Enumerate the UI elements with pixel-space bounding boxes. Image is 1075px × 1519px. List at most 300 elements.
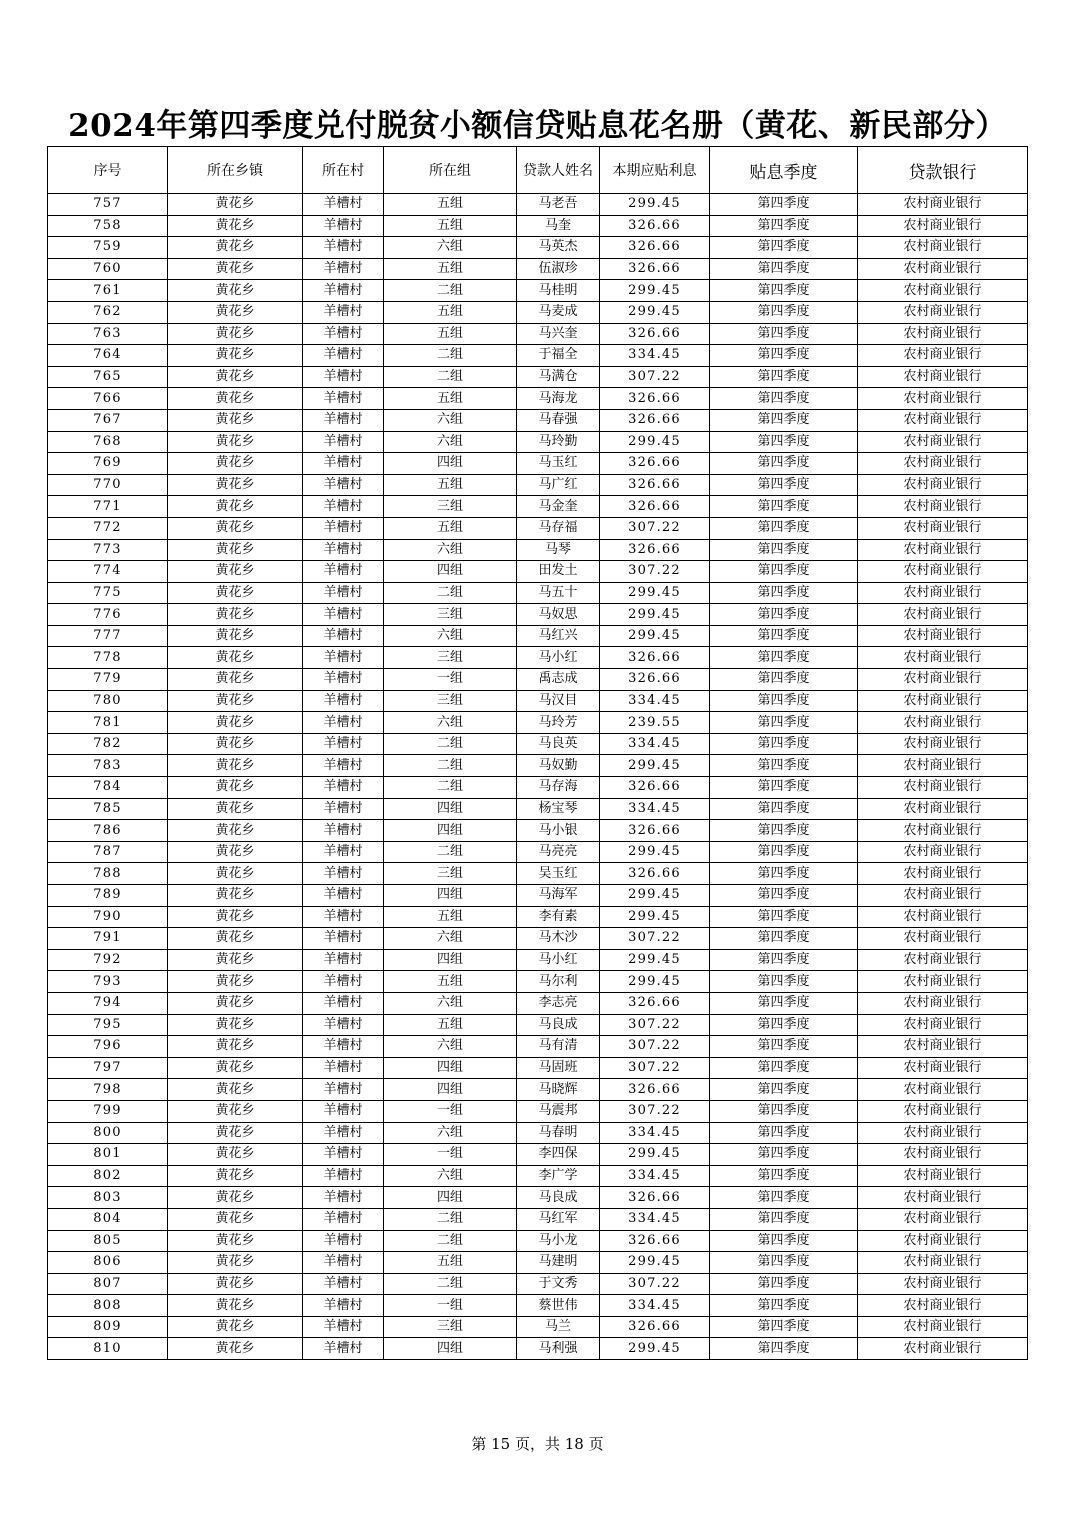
quarter-cell: 第四季度 — [710, 258, 858, 280]
quarter-cell: 第四季度 — [710, 841, 858, 863]
page-footer: 第 15 页，共 18 页 — [471, 1435, 604, 1453]
table-row — [48, 582, 1028, 604]
village-cell: 羊槽村 — [303, 1100, 384, 1122]
group-cell: 四组 — [384, 885, 517, 907]
borrower-name-cell: 马玲芳 — [517, 712, 600, 734]
table-row — [48, 906, 1028, 928]
group-cell: 五组 — [384, 323, 517, 345]
interest-cell: 299.45 — [600, 431, 710, 453]
village-cell: 羊槽村 — [303, 604, 384, 626]
page-title: 2024年第四季度兑付脱贫小额信贷贴息花名册（黄花、新民部分） — [68, 108, 1007, 144]
interest-cell: 326.66 — [600, 496, 710, 518]
serial-cell: 809 — [48, 1316, 168, 1338]
serial-cell: 771 — [48, 496, 168, 518]
serial-cell: 790 — [48, 906, 168, 928]
table-row — [48, 928, 1028, 950]
serial-cell: 810 — [48, 1338, 168, 1360]
interest-cell: 307.22 — [600, 366, 710, 388]
group-cell: 六组 — [384, 625, 517, 647]
borrower-name-cell: 马固班 — [517, 1057, 600, 1079]
quarter-cell: 第四季度 — [710, 1338, 858, 1360]
table-row — [48, 971, 1028, 993]
interest-cell: 299.45 — [600, 841, 710, 863]
quarter-cell: 第四季度 — [710, 1187, 858, 1209]
borrower-name-cell: 马利强 — [517, 1338, 600, 1360]
group-cell: 二组 — [384, 733, 517, 755]
quarter-cell: 第四季度 — [710, 928, 858, 950]
group-cell: 二组 — [384, 582, 517, 604]
interest-cell: 299.45 — [600, 755, 710, 777]
group-cell: 一组 — [384, 1144, 517, 1166]
quarter-cell: 第四季度 — [710, 323, 858, 345]
quarter-cell: 第四季度 — [710, 496, 858, 518]
bank-cell: 农村商业银行 — [858, 777, 1028, 799]
quarter-cell: 第四季度 — [710, 1273, 858, 1295]
serial-cell: 808 — [48, 1295, 168, 1317]
township-cell: 黄花乡 — [168, 301, 303, 323]
serial-cell: 795 — [48, 1014, 168, 1036]
group-cell: 六组 — [384, 409, 517, 431]
quarter-cell: 第四季度 — [710, 1230, 858, 1252]
village-cell: 羊槽村 — [303, 863, 384, 885]
serial-cell: 776 — [48, 604, 168, 626]
borrower-name-cell: 马五十 — [517, 582, 600, 604]
table-row — [48, 885, 1028, 907]
bank-cell: 农村商业银行 — [858, 539, 1028, 561]
bank-cell: 农村商业银行 — [858, 1122, 1028, 1144]
table-row — [48, 1165, 1028, 1187]
quarter-cell: 第四季度 — [710, 1122, 858, 1144]
quarter-cell: 第四季度 — [710, 280, 858, 302]
serial-cell: 787 — [48, 841, 168, 863]
village-cell: 羊槽村 — [303, 669, 384, 691]
township-cell: 黄花乡 — [168, 539, 303, 561]
township-cell: 黄花乡 — [168, 280, 303, 302]
village-cell: 羊槽村 — [303, 323, 384, 345]
bank-cell: 农村商业银行 — [858, 604, 1028, 626]
borrower-name-cell: 伍淑珍 — [517, 258, 600, 280]
village-cell: 羊槽村 — [303, 885, 384, 907]
borrower-name-cell: 马良英 — [517, 733, 600, 755]
bank-cell: 农村商业银行 — [858, 215, 1028, 237]
serial-cell: 782 — [48, 733, 168, 755]
township-cell: 黄花乡 — [168, 1122, 303, 1144]
township-cell: 黄花乡 — [168, 453, 303, 475]
township-cell: 黄花乡 — [168, 561, 303, 583]
township-cell: 黄花乡 — [168, 777, 303, 799]
bank-cell: 农村商业银行 — [858, 301, 1028, 323]
group-cell: 三组 — [384, 690, 517, 712]
serial-cell: 770 — [48, 474, 168, 496]
borrower-name-cell: 马奴勤 — [517, 755, 600, 777]
interest-cell: 326.66 — [600, 820, 710, 842]
township-cell: 黄花乡 — [168, 517, 303, 539]
serial-cell: 768 — [48, 431, 168, 453]
village-cell: 羊槽村 — [303, 1165, 384, 1187]
village-cell: 羊槽村 — [303, 582, 384, 604]
bank-cell: 农村商业银行 — [858, 820, 1028, 842]
table-row — [48, 647, 1028, 669]
serial-cell: 763 — [48, 323, 168, 345]
borrower-name-cell: 马金奎 — [517, 496, 600, 518]
group-cell: 五组 — [384, 301, 517, 323]
bank-cell: 农村商业银行 — [858, 517, 1028, 539]
group-cell: 一组 — [384, 1100, 517, 1122]
borrower-name-cell: 马存海 — [517, 777, 600, 799]
bank-cell: 农村商业银行 — [858, 582, 1028, 604]
col-header-interest: 本期应贴利息 — [600, 147, 710, 194]
serial-cell: 788 — [48, 863, 168, 885]
bank-cell: 农村商业银行 — [858, 1230, 1028, 1252]
quarter-cell: 第四季度 — [710, 539, 858, 561]
table-row — [48, 1057, 1028, 1079]
bank-cell: 农村商业银行 — [858, 258, 1028, 280]
borrower-name-cell: 马红军 — [517, 1208, 600, 1230]
village-cell: 羊槽村 — [303, 517, 384, 539]
bank-cell: 农村商业银行 — [858, 733, 1028, 755]
village-cell: 羊槽村 — [303, 1316, 384, 1338]
bank-cell: 农村商业银行 — [858, 755, 1028, 777]
quarter-cell: 第四季度 — [710, 712, 858, 734]
quarter-cell: 第四季度 — [710, 388, 858, 410]
interest-cell: 299.45 — [600, 280, 710, 302]
table-row — [48, 1273, 1028, 1295]
interest-cell: 334.45 — [600, 1295, 710, 1317]
township-cell: 黄花乡 — [168, 474, 303, 496]
quarter-cell: 第四季度 — [710, 690, 858, 712]
serial-cell: 781 — [48, 712, 168, 734]
table-row — [48, 625, 1028, 647]
village-cell: 羊槽村 — [303, 539, 384, 561]
serial-cell: 775 — [48, 582, 168, 604]
township-cell: 黄花乡 — [168, 1316, 303, 1338]
serial-cell: 797 — [48, 1057, 168, 1079]
serial-cell: 801 — [48, 1144, 168, 1166]
borrower-name-cell: 李志亮 — [517, 992, 600, 1014]
borrower-name-cell: 马尔利 — [517, 971, 600, 993]
group-cell: 五组 — [384, 1014, 517, 1036]
interest-cell: 299.45 — [600, 301, 710, 323]
interest-cell: 326.66 — [600, 258, 710, 280]
serial-cell: 773 — [48, 539, 168, 561]
township-cell: 黄花乡 — [168, 841, 303, 863]
quarter-cell: 第四季度 — [710, 517, 858, 539]
bank-cell: 农村商业银行 — [858, 431, 1028, 453]
bank-cell: 农村商业银行 — [858, 928, 1028, 950]
group-cell: 二组 — [384, 1230, 517, 1252]
serial-cell: 762 — [48, 301, 168, 323]
group-cell: 六组 — [384, 1122, 517, 1144]
borrower-name-cell: 马木沙 — [517, 928, 600, 950]
borrower-name-cell: 于文秀 — [517, 1273, 600, 1295]
village-cell: 羊槽村 — [303, 625, 384, 647]
group-cell: 四组 — [384, 1187, 517, 1209]
borrower-name-cell: 马存福 — [517, 517, 600, 539]
village-cell: 羊槽村 — [303, 280, 384, 302]
interest-cell: 307.22 — [600, 517, 710, 539]
township-cell: 黄花乡 — [168, 669, 303, 691]
interest-cell: 326.66 — [600, 1187, 710, 1209]
village-cell: 羊槽村 — [303, 992, 384, 1014]
group-cell: 二组 — [384, 1273, 517, 1295]
interest-cell: 326.66 — [600, 409, 710, 431]
col-header-township: 所在乡镇 — [168, 147, 303, 194]
quarter-cell: 第四季度 — [710, 1036, 858, 1058]
interest-cell: 307.22 — [600, 928, 710, 950]
group-cell: 三组 — [384, 647, 517, 669]
interest-cell: 239.55 — [600, 712, 710, 734]
table-row — [48, 841, 1028, 863]
bank-cell: 农村商业银行 — [858, 409, 1028, 431]
township-cell: 黄花乡 — [168, 647, 303, 669]
group-cell: 六组 — [384, 928, 517, 950]
interest-cell: 334.45 — [600, 798, 710, 820]
quarter-cell: 第四季度 — [710, 885, 858, 907]
interest-cell: 299.45 — [600, 1338, 710, 1360]
interest-cell: 307.22 — [600, 561, 710, 583]
table-row — [48, 992, 1028, 1014]
borrower-name-cell: 马震邦 — [517, 1100, 600, 1122]
township-cell: 黄花乡 — [168, 604, 303, 626]
village-cell: 羊槽村 — [303, 1187, 384, 1209]
village-cell: 羊槽村 — [303, 733, 384, 755]
quarter-cell: 第四季度 — [710, 301, 858, 323]
group-cell: 四组 — [384, 1079, 517, 1101]
township-cell: 黄花乡 — [168, 1252, 303, 1274]
borrower-name-cell: 李广学 — [517, 1165, 600, 1187]
village-cell: 羊槽村 — [303, 949, 384, 971]
group-cell: 三组 — [384, 604, 517, 626]
interest-cell: 307.22 — [600, 1014, 710, 1036]
interest-cell: 326.66 — [600, 474, 710, 496]
township-cell: 黄花乡 — [168, 971, 303, 993]
bank-cell: 农村商业银行 — [858, 712, 1028, 734]
group-cell: 六组 — [384, 237, 517, 259]
interest-cell: 299.45 — [600, 906, 710, 928]
group-cell: 五组 — [384, 474, 517, 496]
group-cell: 四组 — [384, 453, 517, 475]
interest-cell: 326.66 — [600, 215, 710, 237]
serial-cell: 783 — [48, 755, 168, 777]
township-cell: 黄花乡 — [168, 733, 303, 755]
table-row — [48, 301, 1028, 323]
bank-cell: 农村商业银行 — [858, 669, 1028, 691]
bank-cell: 农村商业银行 — [858, 841, 1028, 863]
borrower-name-cell: 李四保 — [517, 1144, 600, 1166]
quarter-cell: 第四季度 — [710, 906, 858, 928]
table-row — [48, 777, 1028, 799]
township-cell: 黄花乡 — [168, 345, 303, 367]
quarter-cell: 第四季度 — [710, 1165, 858, 1187]
bank-cell: 农村商业银行 — [858, 1165, 1028, 1187]
bank-cell: 农村商业银行 — [858, 690, 1028, 712]
group-cell: 五组 — [384, 906, 517, 928]
group-cell: 五组 — [384, 1252, 517, 1274]
township-cell: 黄花乡 — [168, 237, 303, 259]
table-row — [48, 323, 1028, 345]
village-cell: 羊槽村 — [303, 366, 384, 388]
serial-cell: 804 — [48, 1208, 168, 1230]
borrower-name-cell: 马春强 — [517, 409, 600, 431]
village-cell: 羊槽村 — [303, 388, 384, 410]
borrower-name-cell: 马玉红 — [517, 453, 600, 475]
borrower-name-cell: 马奴思 — [517, 604, 600, 626]
group-cell: 六组 — [384, 1036, 517, 1058]
interest-cell: 299.45 — [600, 625, 710, 647]
borrower-name-cell: 马玲勤 — [517, 431, 600, 453]
quarter-cell: 第四季度 — [710, 798, 858, 820]
quarter-cell: 第四季度 — [710, 431, 858, 453]
village-cell: 羊槽村 — [303, 712, 384, 734]
village-cell: 羊槽村 — [303, 1295, 384, 1317]
table-row — [48, 1208, 1028, 1230]
quarter-cell: 第四季度 — [710, 1316, 858, 1338]
bank-cell: 农村商业银行 — [858, 647, 1028, 669]
bank-cell: 农村商业银行 — [858, 625, 1028, 647]
borrower-name-cell: 杨宝琴 — [517, 798, 600, 820]
group-cell: 五组 — [384, 388, 517, 410]
township-cell: 黄花乡 — [168, 1165, 303, 1187]
serial-cell: 805 — [48, 1230, 168, 1252]
serial-cell: 803 — [48, 1187, 168, 1209]
serial-cell: 772 — [48, 517, 168, 539]
quarter-cell: 第四季度 — [710, 366, 858, 388]
quarter-cell: 第四季度 — [710, 604, 858, 626]
quarter-cell: 第四季度 — [710, 625, 858, 647]
quarter-cell: 第四季度 — [710, 237, 858, 259]
serial-cell: 807 — [48, 1273, 168, 1295]
group-cell: 二组 — [384, 366, 517, 388]
group-cell: 六组 — [384, 712, 517, 734]
borrower-name-cell: 马红兴 — [517, 625, 600, 647]
table-row — [48, 1014, 1028, 1036]
table-row — [48, 453, 1028, 475]
table-row — [48, 1316, 1028, 1338]
bank-cell: 农村商业银行 — [858, 1100, 1028, 1122]
interest-cell: 334.45 — [600, 345, 710, 367]
group-cell: 四组 — [384, 798, 517, 820]
group-cell: 六组 — [384, 992, 517, 1014]
township-cell: 黄花乡 — [168, 1338, 303, 1360]
col-header-serial: 序号 — [48, 147, 168, 194]
borrower-name-cell: 马良成 — [517, 1014, 600, 1036]
village-cell: 羊槽村 — [303, 777, 384, 799]
table-row — [48, 1295, 1028, 1317]
interest-cell: 326.66 — [600, 1230, 710, 1252]
village-cell: 羊槽村 — [303, 755, 384, 777]
serial-cell: 791 — [48, 928, 168, 950]
quarter-cell: 第四季度 — [710, 1252, 858, 1274]
serial-cell: 774 — [48, 561, 168, 583]
col-header-village: 所在村 — [303, 147, 384, 194]
group-cell: 四组 — [384, 949, 517, 971]
village-cell: 羊槽村 — [303, 1252, 384, 1274]
borrower-name-cell: 李有素 — [517, 906, 600, 928]
bank-cell: 农村商业银行 — [858, 1208, 1028, 1230]
interest-cell: 326.66 — [600, 992, 710, 1014]
village-cell: 羊槽村 — [303, 1122, 384, 1144]
serial-cell: 794 — [48, 992, 168, 1014]
table-row — [48, 215, 1028, 237]
serial-cell: 766 — [48, 388, 168, 410]
borrower-name-cell: 马海军 — [517, 885, 600, 907]
serial-cell: 792 — [48, 949, 168, 971]
village-cell: 羊槽村 — [303, 971, 384, 993]
borrower-name-cell: 马小银 — [517, 820, 600, 842]
borrower-name-cell: 马琴 — [517, 539, 600, 561]
quarter-cell: 第四季度 — [710, 1208, 858, 1230]
quarter-cell: 第四季度 — [710, 345, 858, 367]
village-cell: 羊槽村 — [303, 237, 384, 259]
bank-cell: 农村商业银行 — [858, 345, 1028, 367]
group-cell: 二组 — [384, 777, 517, 799]
township-cell: 黄花乡 — [168, 194, 303, 216]
bank-cell: 农村商业银行 — [858, 1252, 1028, 1274]
township-cell: 黄花乡 — [168, 323, 303, 345]
village-cell: 羊槽村 — [303, 906, 384, 928]
table-row — [48, 388, 1028, 410]
borrower-name-cell: 马汉目 — [517, 690, 600, 712]
village-cell: 羊槽村 — [303, 1079, 384, 1101]
bank-cell: 农村商业银行 — [858, 1316, 1028, 1338]
borrower-name-cell: 于福全 — [517, 345, 600, 367]
bank-cell: 农村商业银行 — [858, 280, 1028, 302]
village-cell: 羊槽村 — [303, 1208, 384, 1230]
table-row — [48, 517, 1028, 539]
village-cell: 羊槽村 — [303, 1230, 384, 1252]
quarter-cell: 第四季度 — [710, 971, 858, 993]
borrower-name-cell: 马良成 — [517, 1187, 600, 1209]
quarter-cell: 第四季度 — [710, 474, 858, 496]
serial-cell: 765 — [48, 366, 168, 388]
bank-cell: 农村商业银行 — [858, 1338, 1028, 1360]
group-cell: 四组 — [384, 1057, 517, 1079]
group-cell: 五组 — [384, 194, 517, 216]
township-cell: 黄花乡 — [168, 992, 303, 1014]
borrower-name-cell: 马建明 — [517, 1252, 600, 1274]
township-cell: 黄花乡 — [168, 1208, 303, 1230]
serial-cell: 796 — [48, 1036, 168, 1058]
bank-cell: 农村商业银行 — [858, 971, 1028, 993]
quarter-cell: 第四季度 — [710, 777, 858, 799]
borrower-name-cell: 马晓辉 — [517, 1079, 600, 1101]
borrower-name-cell: 马海龙 — [517, 388, 600, 410]
table-row — [48, 345, 1028, 367]
bank-cell: 农村商业银行 — [858, 194, 1028, 216]
group-cell: 六组 — [384, 1165, 517, 1187]
township-cell: 黄花乡 — [168, 409, 303, 431]
borrower-name-cell: 蔡世伟 — [517, 1295, 600, 1317]
quarter-cell: 第四季度 — [710, 669, 858, 691]
interest-cell: 299.45 — [600, 971, 710, 993]
table-row — [48, 366, 1028, 388]
group-cell: 五组 — [384, 215, 517, 237]
township-cell: 黄花乡 — [168, 215, 303, 237]
village-cell: 羊槽村 — [303, 1338, 384, 1360]
serial-cell: 778 — [48, 647, 168, 669]
quarter-cell: 第四季度 — [710, 733, 858, 755]
group-cell: 三组 — [384, 496, 517, 518]
interest-cell: 326.66 — [600, 388, 710, 410]
village-cell: 羊槽村 — [303, 928, 384, 950]
table-row — [48, 1187, 1028, 1209]
serial-cell: 758 — [48, 215, 168, 237]
interest-cell: 326.66 — [600, 1316, 710, 1338]
township-cell: 黄花乡 — [168, 885, 303, 907]
village-cell: 羊槽村 — [303, 258, 384, 280]
table-row — [48, 1079, 1028, 1101]
group-cell: 六组 — [384, 539, 517, 561]
